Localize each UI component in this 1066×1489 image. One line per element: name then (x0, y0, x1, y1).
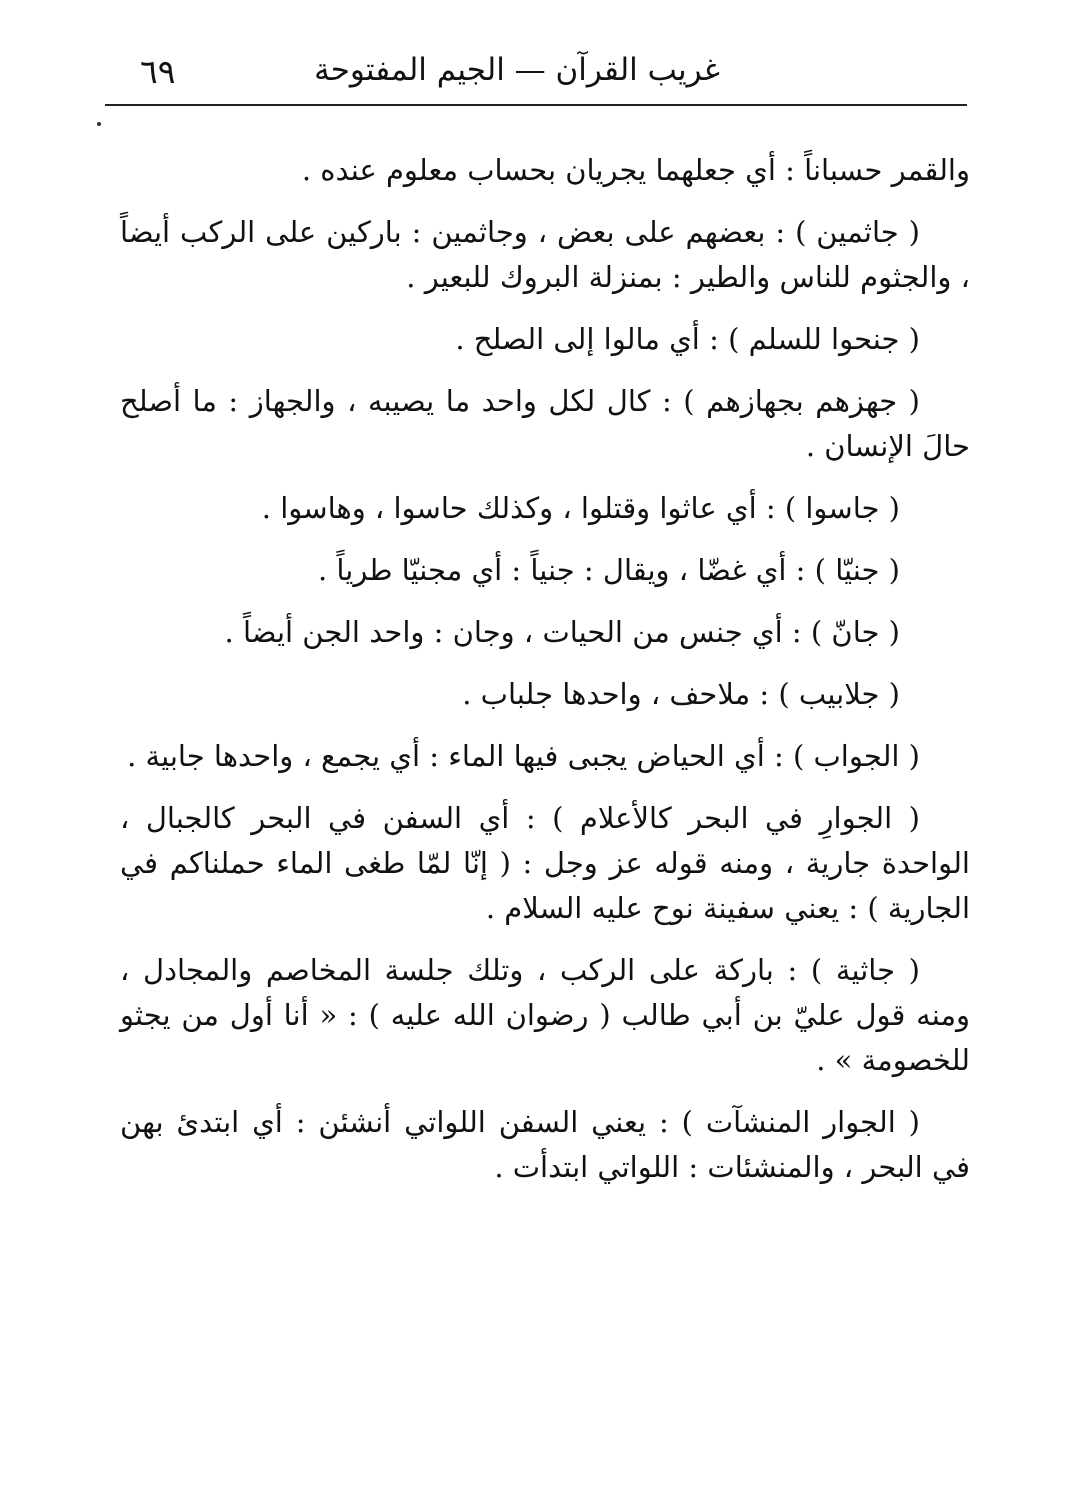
page-header (110, 48, 970, 100)
entry-jann: ( جانّ ) : أي جنس من الحيات ، وجان : واحد الجن أيضاً . (224, 615, 900, 649)
entry-jawab: ( الجواب ) : أي الحياض يجبى فيها الماء : أي يجمع ، واحدها جابية . (127, 739, 920, 773)
paragraph-qamar-husban: والقمر حسباناً : أي جعلهما يجريان بحساب معلوم عنده . (301, 153, 970, 187)
entry-jathimin: ( جاثمين ) : بعضهم على بعض ، وجاثمين : باركين على الركب أيضاً ، والجثوم للناس والطير : بمنزلة البروك للبعير . (120, 215, 970, 294)
page-number: ٦٩ (140, 52, 176, 91)
header-rule (105, 104, 967, 106)
entry-jawari: ( الجوارِ في البحر كالأعلام ) : أي السفن في البحر كالجبال ، الواحدة جارية ، ومنه قوله عز وجل : ( إنّا لمّا طغى الماء حملناكم في الجارية ) : يعني سفينة نوح عليه السلام . (120, 801, 970, 925)
entry-jathiya: ( جاثية ) : باركة على الركب ، وتلك جلسة المخاصم والمجادل ، ومنه قول عليّ بن أبي طالب ( رضوان الله عليه ) : « أنا أول من يجثو للخصومة » . (120, 953, 970, 1077)
running-title: غريب القرآن — الجيم المفتوحة (314, 52, 720, 88)
entry-janiyya: ( جنيّا ) : أي غضّا ، ويقال : جنياً : أي مجنيّا طرياً . (318, 553, 900, 587)
entry-jalabib: ( جلابيب ) : ملاحف ، واحدها جلباب . (462, 677, 900, 711)
entry-jasu: ( جاسوا ) : أي عاثوا وقتلوا ، وكذلك حاسوا ، وهاسوا . (261, 491, 900, 525)
page-body (120, 148, 970, 1207)
entry-janahu: ( جنحوا للسلم ) : أي مالوا إلى الصلح . (455, 322, 920, 356)
entry-jawar-munshaat: ( الجوار المنشآت ) : يعني السفن اللواتي أنشئن : أي ابتدئ بهن في البحر ، والمنشئات : اللواتي ابتدأت . (120, 1105, 970, 1184)
margin-dot (97, 122, 101, 126)
entry-jahhazahum: ( جهزهم بجهازهم ) : كال لكل واحد ما يصيبه ، والجهاز : ما أصلح حالَ الإنسان . (120, 384, 970, 463)
